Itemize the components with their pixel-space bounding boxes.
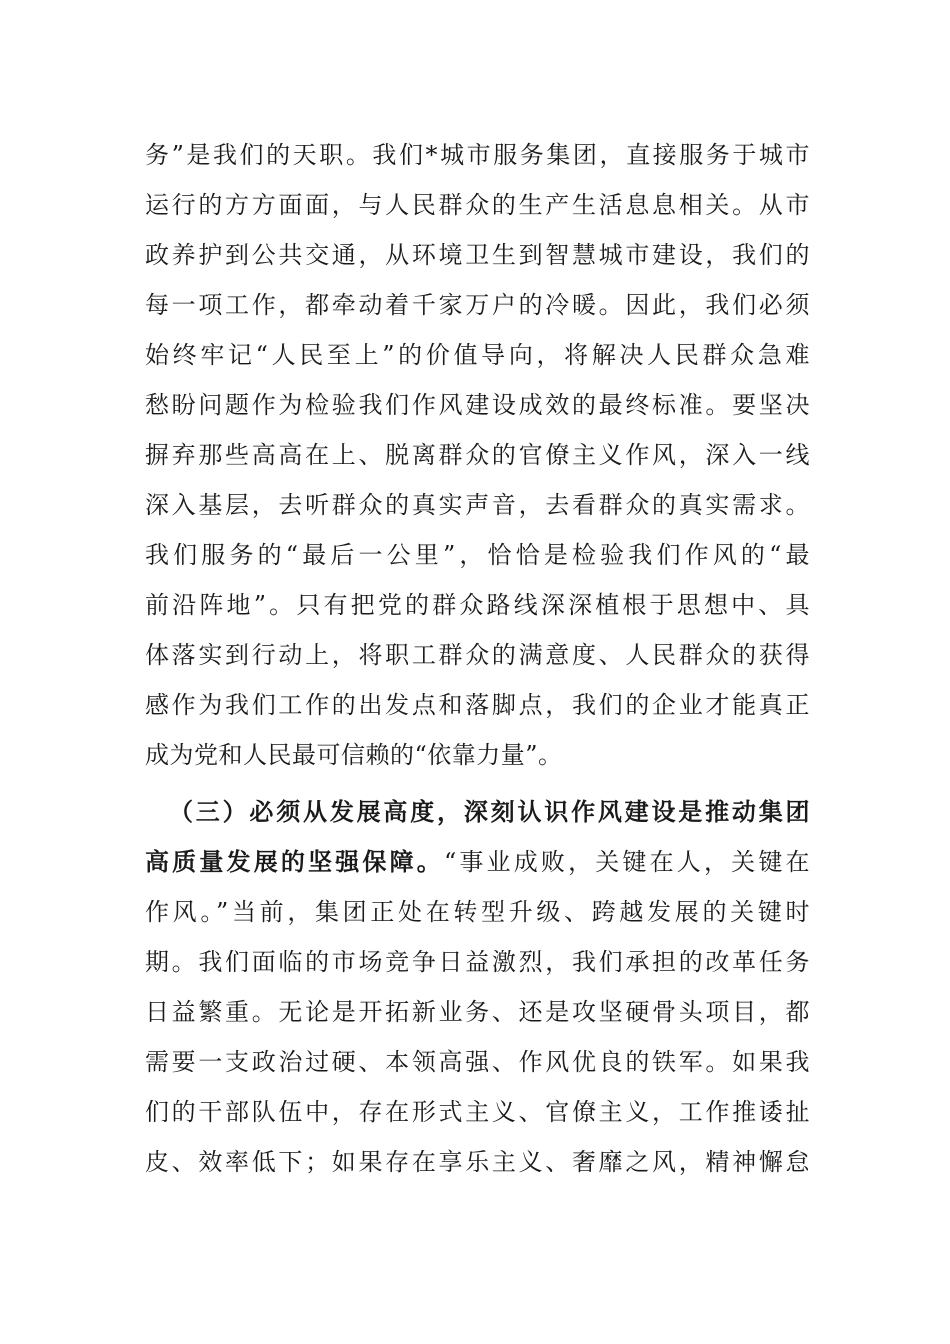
text-line: 需要一支政治过硬、本领高强、作风优良的铁军。如果我 — [145, 1048, 810, 1076]
text-line: 成为党和人民最可信赖的“依靠力量”。 — [145, 741, 563, 769]
text-line: 每一项工作，都牵动着千家万户的冷暖。因此，我们必须 — [145, 291, 810, 319]
text-line: 务”是我们的天职。我们*城市服务集团，直接服务于城市 — [145, 141, 810, 169]
text-line: 前沿阵地”。只有把党的群众路线深深植根于思想中、具 — [145, 591, 810, 619]
text-line: 愁盼问题作为检验我们作风建设成效的最终标准。要坚决 — [145, 391, 810, 419]
quote-start: “事业成败，关键在人，关键在 — [443, 848, 810, 876]
text-line: 作风。”当前，集团正处在转型升级、跨越发展的关键时 — [145, 898, 810, 926]
text-line: 感作为我们工作的出发点和落脚点，我们的企业才能真正 — [145, 691, 810, 719]
section-heading-end: 高质量发展的坚强保障。 — [145, 848, 444, 876]
text-line: 体落实到行动上，将职工群众的满意度、人民群众的获得 — [145, 641, 810, 669]
text-line: 摒弃那些高高在上、脱离群众的官僚主义作风，深入一线 — [145, 441, 810, 469]
text-line: 政养护到公共交通，从环境卫生到智慧城市建设，我们的 — [145, 241, 810, 269]
text-line: 们的干部队伍中，存在形式主义、官僚主义，工作推诿扯 — [145, 1098, 810, 1126]
section-heading: （三）必须从发展高度，深刻认识作风建设是推动集团 — [169, 798, 810, 826]
paragraph-people-centered — [145, 130, 810, 780]
paragraph-development-height — [145, 787, 810, 1187]
text-line: 始终牢记“人民至上”的价值导向，将解决人民群众急难 — [145, 341, 810, 369]
text-line: 期。我们面临的市场竞争日益激烈，我们承担的改革任务 — [145, 948, 810, 976]
text-line: 我们服务的“最后一公里”，恰恰是检验我们作风的“最 — [145, 541, 810, 569]
text-line: 运行的方方面面，与人民群众的生产生活息息相关。从市 — [145, 191, 810, 219]
text-line: 日益繁重。无论是开拓新业务、还是攻坚硬骨头项目，都 — [145, 998, 810, 1026]
text-line — [145, 837, 810, 887]
text-line: 皮、效率低下；如果存在享乐主义、奢靡之风，精神懈怠 — [145, 1148, 810, 1176]
text-line: 深入基层，去听群众的真实声音，去看群众的真实需求。 — [145, 491, 810, 519]
